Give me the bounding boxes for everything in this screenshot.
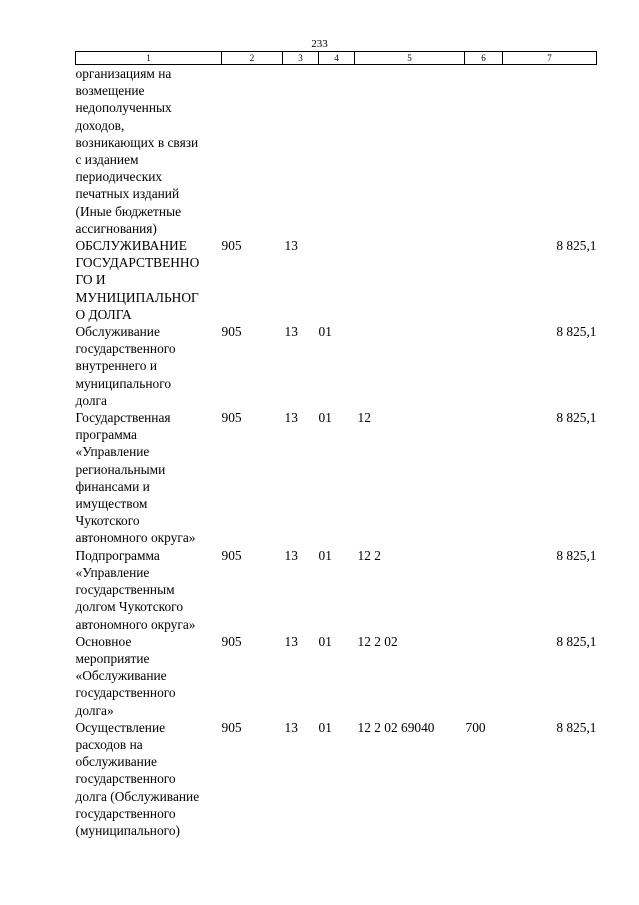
target-article-code: 12 2 02: [357, 633, 398, 649]
expense-type-code: [465, 237, 503, 323]
amount: 8 825,1: [556, 633, 597, 649]
expense-type-code: 700: [465, 719, 486, 735]
ministry-code: 905: [221, 324, 242, 340]
row-name: [76, 237, 222, 323]
row-name-line: государственного: [75, 771, 176, 787]
row-name: [76, 547, 222, 633]
row-name-line: печатных изданий: [75, 186, 180, 202]
ministry-code: [222, 65, 283, 238]
row-name-line: долгом Чукотского: [75, 599, 184, 615]
row-name-line: МУНИЦИПАЛЬНОГ: [75, 289, 199, 305]
row-name-line: государственного: [75, 341, 176, 357]
budget-table: [75, 51, 597, 839]
amount: 8 825,1: [556, 410, 597, 426]
row-name-line: расходов на: [75, 736, 143, 752]
table-body: [76, 65, 597, 840]
row-name-line: О ДОЛГА: [75, 306, 132, 322]
row-name: [76, 633, 222, 719]
header-col-6: 6: [465, 52, 503, 65]
page-number: 233: [311, 38, 328, 50]
header-col-2: 2: [222, 52, 283, 65]
target-article-code: 12 2: [357, 547, 381, 563]
row-name-line: возникающих в связи: [75, 134, 199, 150]
amount: 8 825,1: [556, 238, 597, 254]
row-name: [76, 409, 222, 547]
target-article-code: [355, 323, 465, 409]
expense-type-code: [465, 547, 503, 633]
row-name-line: с изданием: [75, 152, 139, 168]
row-name-line: «Управление: [75, 564, 150, 580]
row-name-line: ОБСЛУЖИВАНИЕ: [75, 238, 187, 254]
table-row: [76, 633, 597, 719]
header-row: [76, 52, 597, 65]
row-name: [76, 719, 222, 839]
row-name-line: Чукотского: [75, 513, 140, 529]
subsection-code: [319, 237, 355, 323]
row-name-line: программа: [75, 427, 137, 443]
amount: 8 825,1: [556, 719, 597, 735]
row-name-line: имуществом: [75, 496, 148, 512]
row-name-line: автономного округа»: [75, 530, 196, 546]
ministry-code: 905: [221, 633, 242, 649]
row-name-line: возмещение: [75, 83, 145, 99]
row-name-line: Основное: [75, 633, 132, 649]
ministry-code: 905: [221, 410, 242, 426]
row-name: [76, 65, 222, 238]
row-name-line: финансами и: [75, 478, 150, 494]
row-name-line: обслуживание: [75, 754, 157, 770]
expense-type-code: [465, 323, 503, 409]
row-name-line: организациям на: [75, 66, 172, 81]
section-code: 13: [284, 547, 298, 563]
table-row: [76, 65, 597, 238]
expense-type-code: [465, 409, 503, 547]
row-name-line: Осуществление: [75, 719, 166, 735]
section-code: [283, 65, 319, 238]
row-name-line: муниципального: [75, 375, 172, 391]
table-row: [76, 237, 597, 323]
row-name-line: (Иные бюджетные: [75, 203, 182, 219]
expense-type-code: [465, 65, 503, 238]
section-code: 13: [284, 719, 298, 735]
row-name-line: ГОСУДАРСТВЕННО: [75, 255, 200, 271]
target-article-code: 12: [357, 410, 371, 426]
row-name-line: Государственная: [75, 410, 171, 426]
row-name-line: долга»: [75, 702, 114, 718]
subsection-code: 01: [318, 410, 332, 426]
header-col-4: 4: [319, 52, 355, 65]
table-header: [76, 52, 597, 65]
subsection-code: 01: [318, 547, 332, 563]
row-name-line: государственным: [75, 582, 175, 598]
header-col-7: 7: [503, 52, 597, 65]
subsection-code: [319, 65, 355, 238]
table-row: [76, 547, 597, 633]
row-name-line: внутреннего и: [75, 358, 157, 374]
section-code: 13: [284, 238, 298, 254]
table-row: [76, 719, 597, 839]
table-row: [76, 323, 597, 409]
row-name-line: недополученных: [75, 100, 172, 116]
table-row: [76, 409, 597, 547]
row-name-line: региональными: [75, 461, 166, 477]
row-name-line: «Управление: [75, 444, 150, 460]
amount: 8 825,1: [556, 547, 597, 563]
header-col-3: 3: [283, 52, 319, 65]
row-name-line: ГО И: [75, 272, 106, 288]
row-name-line: ассигнования): [75, 220, 157, 236]
row-name-line: периодических: [75, 169, 163, 185]
ministry-code: 905: [221, 547, 242, 563]
subsection-code: 01: [318, 719, 332, 735]
target-article-code: 12 2 02 69040: [357, 719, 435, 735]
row-name-line: государственного: [75, 685, 176, 701]
row-name-line: «Обслуживание: [75, 668, 167, 684]
expense-type-code: [465, 633, 503, 719]
section-code: 13: [284, 410, 298, 426]
subsection-code: 01: [318, 324, 332, 340]
amount: 8 825,1: [556, 324, 597, 340]
section-code: 13: [284, 324, 298, 340]
row-name-line: (муниципального): [75, 822, 180, 838]
section-code: 13: [284, 633, 298, 649]
row-name-line: мероприятие: [75, 650, 150, 666]
target-article-code: [355, 237, 465, 323]
ministry-code: 905: [221, 238, 242, 254]
amount: [503, 65, 597, 238]
row-name-line: государственного: [75, 805, 176, 821]
row-name: [76, 323, 222, 409]
row-name-line: доходов,: [75, 117, 125, 133]
target-article-code: [355, 65, 465, 238]
row-name-line: автономного округа»: [75, 616, 196, 632]
row-name-line: Подпрограмма: [75, 547, 160, 563]
row-name-line: Обслуживание: [75, 324, 160, 340]
ministry-code: 905: [221, 719, 242, 735]
subsection-code: 01: [318, 633, 332, 649]
row-name-line: долга (Обслуживание: [75, 788, 200, 804]
header-col-1: 1: [76, 52, 222, 65]
header-col-5: 5: [355, 52, 465, 65]
row-name-line: долга: [75, 392, 107, 408]
